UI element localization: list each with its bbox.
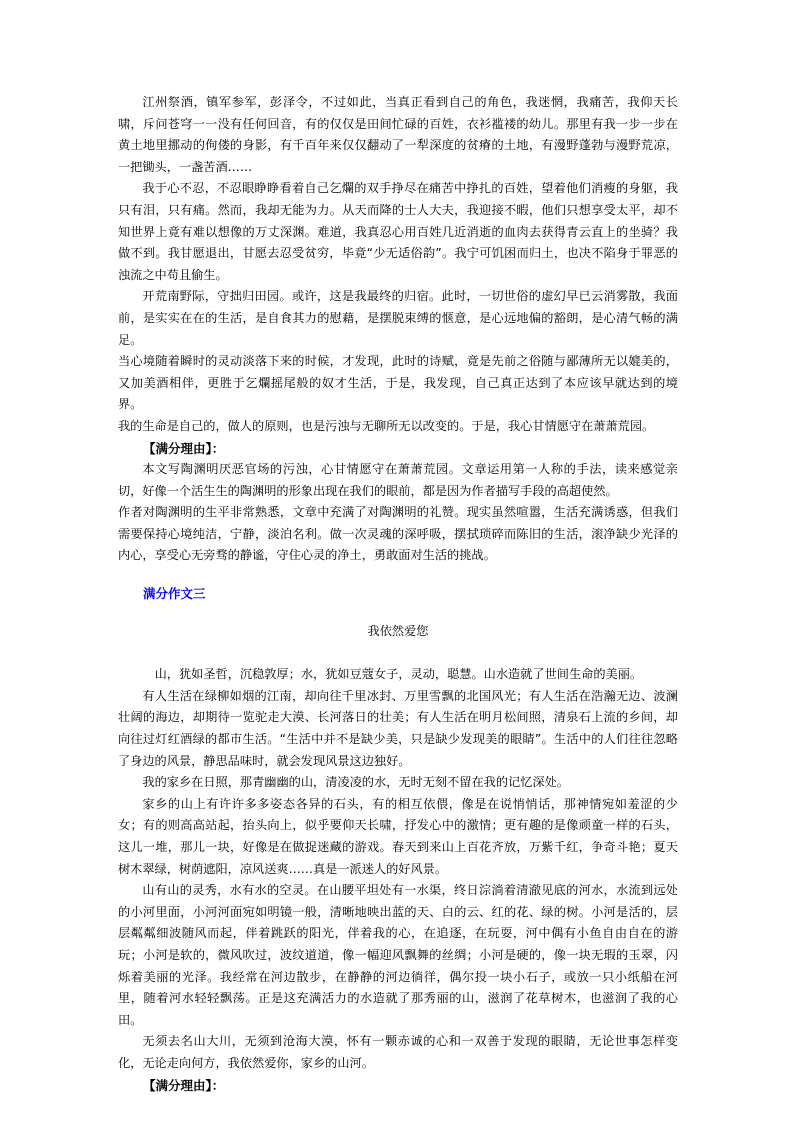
paragraph: 我于心不忍，不忍眼睁睁看着自己乞爛的双手挣尽在痛苦中挣扎的百姓，望着他们消瘦的身躯，我只有泪，只有痛。然而，我却无能为力。从天而降的士人大夫，我迎接不暇，他们只想享受太平，却不知世界上竟有难以想像的万丈深渊。难道，我真忍心用百姓几近消逝的血肉去获得青云直上的坐骑？我做不到。我甘愿退出，甘愿去忍受贫穷，毕竟“少无适俗韵”。我宁可饥困而归土，也决不陷身于罪恶的浊流之中苟且偷生。	[118, 181, 678, 282]
paragraph: 有人生活在绿柳如烟的江南，却向往千里冰封、万里雪飘的北国风光；有人生活在浩瀚无边、波澜壮阔的海边，却期待一览驼走大漠、长河落日的壮美；有人生活在明月松间照，清泉石上流的乡间，却向往过灯红酒绿的都市生活。“生活中并不是缺少美，只是缺少发现美的眼睛”。生活中的人们往往忽略了身边的风景，静思品味时，就会发现风景这边独好。	[118, 688, 678, 768]
essay-title: 我依然爱您	[367, 623, 429, 638]
reason-paragraph: 本文写陶渊明厌恶官场的污浊，心甘情愿守在萧萧荒园。文章运用第一人称的手法，读来感觉亲切，好像一个活生生的陶渊明的形象出现在我们的眼前，都是因为作者描写手段的高超使然。	[118, 462, 678, 498]
paragraph: 无须去名山大川，无须到沧海大漠，怀有一颗赤诚的心和一双善于发现的眼睛，无论世事怎样变化，无论走向何方，我依然爱你，家乡的山河。	[118, 1034, 678, 1070]
paragraph: 我的家乡在日照，那青幽幽的山，清凌凌的水，无时无刻不留在我的记忆深处。	[142, 775, 569, 790]
reason-heading: 【满分理由】：	[143, 440, 225, 456]
essay-section-2	[118, 583, 678, 1096]
paragraph: 江州祭酒，镇军参军，彭泽令，不过如此，当真正看到自己的角色，我迷惘，我痛苦，我仰天长啸，斥问苍穹一一没有任何回音，有的仅仅是田间忙碌的百姓，衣衫褴褛的幼儿。那里有我一步一步在黄土地里挪动的佝偻的身影，有千百年来仅仅翻动了一犁深度的贫瘠的土地，有漫野蓬勃与漫野荒凉，一把锄头，一盏苦酒……	[118, 95, 678, 174]
reason-heading: 【满分理由】：	[143, 1077, 225, 1093]
paragraph: 山，犹如圣哲，沉稳敦厚；水，犹如豆蔻女子，灵动，聪慧。山水造就了世间生命的美丽。	[154, 667, 643, 682]
paragraph: 家乡的山上有许许多多姿态各异的石头，有的相互依偎，像是在说悄悄话，那神情宛如羞涩的少女；有的则高高站起，抬头向上，似乎要仰天长啸，抒发心中的激情；更有趣的是像顽童一样的石头，这儿一堆，那儿一块，好像是在做捉迷藏的游戏。春天到来山上百花齐放，万紫千红，争奇斗艳；夏天树木翠绿，树荫遮阳，凉风送爽……真是一派迷人的好风景。	[118, 796, 678, 876]
paragraph: 开荒南野际，守拙归田园。或许，这是我最终的归宿。此时，一切世俗的虚幻早已云消雾散，我面前，是实实在在的生活，是自食其力的慰藉，是摆脱束缚的惬意，是心远地偏的豁朗，是心清气畅的满足。	[118, 289, 678, 347]
document-body	[118, 92, 678, 1096]
paragraph: 我的生命是自己的，做人的原则，也是污浊与无聊所无以改变的。于是，我心甘情愿守在萧萧荒园。	[118, 418, 655, 433]
essay-label: 满分作文三	[143, 586, 206, 602]
paragraph: 山有山的灵秀，水有水的空灵。在山腰平坦处有一水渠，终日淙淌着清澈见底的河水，水流到远处的小河里面，小河河面宛如明镜一般，清晰地映出蓝的天、白的云、红的花、绿的树。小河是活的，层层粼粼细波随风而起，伴着跳跃的阳光，伴着我的心，在追逐，在玩耍，河中偶有小鱼自由自在的游玩；小河是软的，微风吹过，波纹道道，像一幅迎风飘舞的丝绸；小河是硬的，像一块无瑕的玉翠，闪烁着美丽的光泽。我经常在河边散步，在静静的河边徜徉，偶尔投一块小石子，或放一只小纸船在河里，随着河水轻轻飘荡。正是这充满活力的水造就了那秀丽的山，滋润了花草树木，也滋润了我的心田。	[118, 883, 678, 1027]
reason-paragraph: 作者对陶渊明的生平非常熟悉，文章中充满了对陶渊明的礼赞。现实虽然喧嚣，生活充满诱惑，但我们需要保持心境纯洁，宁静，淡泊名利。做一次灵魂的深呼吸，摆拭琐碎而陈旧的生活，滚净缺少光泽的内心，享受心无旁骛的静谧，守住心灵的净土，勇敢面对生活的挑战。	[118, 505, 678, 563]
paragraph: 当心境随着瞬时的灵动淡落下来的时候，才发现，此时的诗赋，竟是先前之俗随与鄙薄所无以媲美的，又加美酒相伴，更胜于乞爛摇尾般的奴才生活，于是，我发现，自己真正达到了本应该早就达到的境界。	[118, 354, 678, 412]
essay-section-1	[118, 92, 678, 567]
